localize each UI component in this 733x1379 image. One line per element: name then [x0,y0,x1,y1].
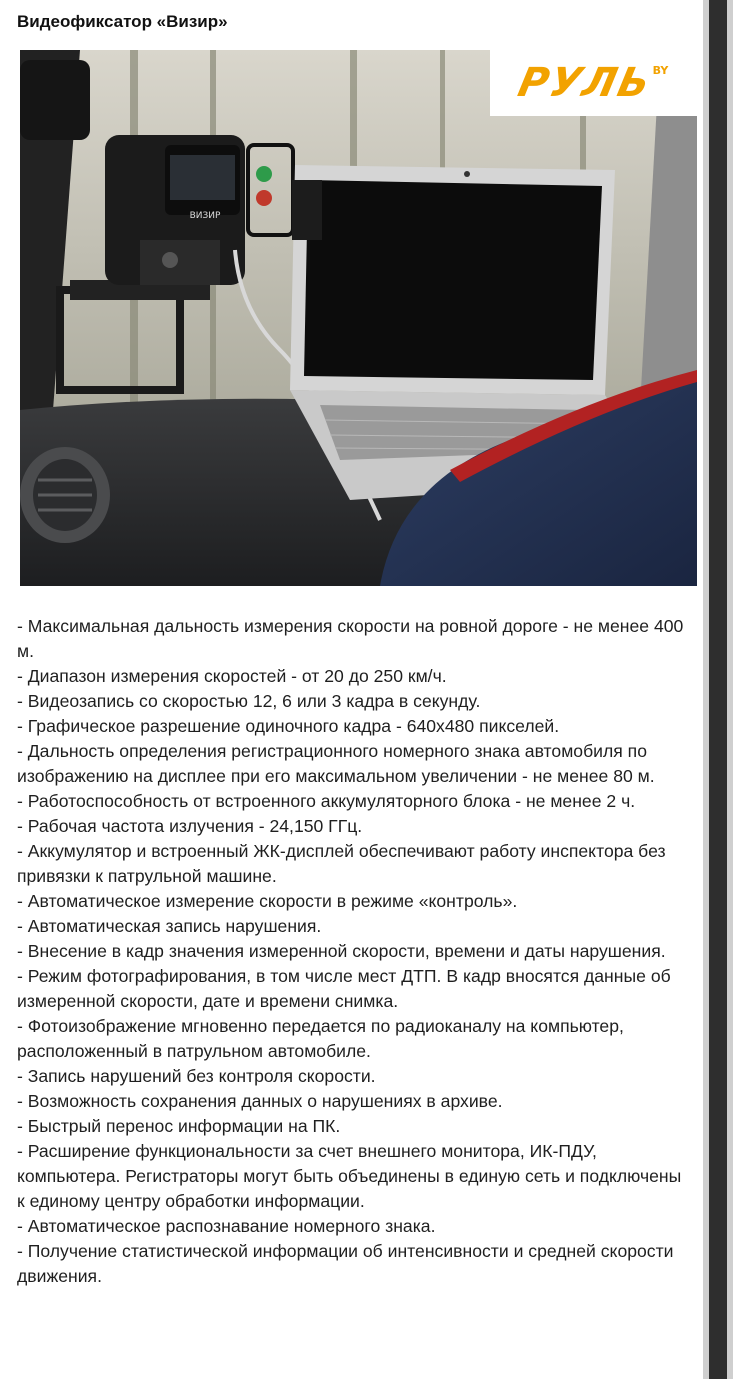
device-label: ВИЗИР [189,211,221,221]
photo-illustration [20,50,697,586]
spec-item: - Видеозапись со скоростью 12, 6 или 3 кадра в секунду. [17,691,481,711]
spec-item: - Дальность определения регистрационного номерного знака автомобиля по изображению на дисплее при его максимальном увеличении - не менее 80 м. [17,741,655,786]
spec-item: - Автоматическое распознавание номерного знака. [17,1216,436,1236]
scrollbar-thumb[interactable] [709,0,727,1379]
spec-item: - Диапазон измерения скоростей - от 20 до 250 км/ч. [17,666,447,686]
site-watermark [490,50,697,116]
spec-item: - Работоспособность от встроенного аккумуляторного блока - не менее 2 ч. [17,791,636,811]
spec-item: - Запись нарушений без контроля скорости. [17,1066,376,1086]
spec-item: - Получение статистической информации об интенсивности и средней скорости движения. [17,1241,674,1286]
spec-item: - Автоматическая запись нарушения. [17,916,322,936]
spec-item: - Внесение в кадр значения измеренной скорости, времени и даты нарушения. [17,941,666,961]
spec-item: - Расширение функциональности за счет внешнего монитора, ИК-ПДУ, компьютера. Регистраторы могут быть объединены в единую сеть и подключены к единому центру обработки информации. [17,1141,682,1211]
spec-item: - Быстрый перенос информации на ПК. [17,1116,341,1136]
spec-item: - Автоматическое измерение скорости в режиме «контроль». [17,891,518,911]
article-photo[interactable] [20,50,697,586]
spec-item: - Режим фотографирования, в том числе мест ДТП. В кадр вносятся данные об измеренной скорости, дате и времени снимка. [17,966,671,1011]
watermark-logo: РУЛЬ [513,60,656,106]
scrollbar-track[interactable] [703,0,733,1379]
spec-item: - Аккумулятор и встроенный ЖК-дисплей обеспечивают работу инспектора без привязки к патрульной машине. [17,841,666,886]
watermark-suffix: BY [652,64,669,77]
article-title: Видеофиксатор «Визир» [17,12,228,31]
spec-item: - Максимальная дальность измерения скорости на ровной дороге - не менее 400 м. [17,616,684,661]
spec-item: - Возможность сохранения данных о нарушениях в архиве. [17,1091,503,1111]
spec-list [17,614,689,1289]
spec-item: - Фотоизображение мгновенно передается по радиоканалу на компьютер, расположенный в патрульном автомобиле. [17,1016,624,1061]
spec-item: - Графическое разрешение одиночного кадра - 640х480 пикселей. [17,716,560,736]
spec-item: - Рабочая частота излучения - 24,150 ГГц. [17,816,363,836]
